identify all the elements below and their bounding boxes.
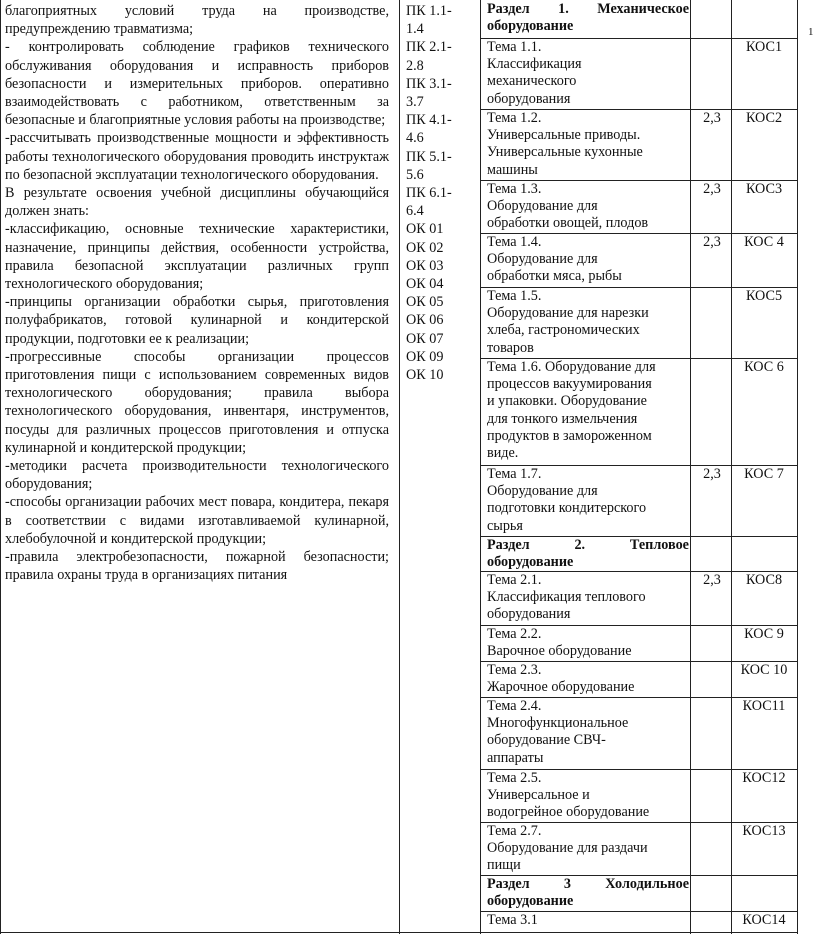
topic-line: Тема 1.2. bbox=[487, 110, 542, 126]
topic-cell bbox=[487, 181, 689, 233]
code-line: ОК 01 bbox=[406, 221, 444, 238]
kos-cell: КОС14 bbox=[742, 912, 786, 928]
code-line: ПК 2.1- bbox=[406, 39, 452, 56]
topic-cell bbox=[487, 662, 689, 696]
kos-cell: КОС13 bbox=[742, 823, 786, 839]
code-line: ПК 6.1- bbox=[406, 185, 452, 202]
topic-line: Тема 1.5. bbox=[487, 288, 542, 304]
paragraph: -правила электробезопасности, пожарной безопасности; правила охраны труда в организациях питания bbox=[5, 549, 389, 584]
topic-line: Тема 2.4. bbox=[487, 698, 542, 714]
topic-cell bbox=[487, 572, 689, 624]
level-cell: 2,3 bbox=[703, 110, 721, 126]
topic-line: Жарочное оборудование bbox=[487, 679, 635, 696]
topic-line: Варочное оборудование bbox=[487, 643, 632, 660]
paragraph: -классификацию, основные технические характеристики, назначение, принципы действия, особенности устройства, правила безопасной эксплуатации различных групп технологического оборудования; bbox=[5, 221, 389, 293]
topic-cell bbox=[487, 110, 689, 179]
topic-line: Тема 1.4. bbox=[487, 234, 542, 250]
level-cell: 2,3 bbox=[703, 466, 721, 482]
topic-line: хлеба, гастрономических bbox=[487, 322, 640, 339]
kos-cell: КОС2 bbox=[745, 110, 783, 126]
code-line: ПК 4.1- bbox=[406, 112, 452, 129]
code-line: 5.6 bbox=[406, 166, 424, 183]
topic-line: Универсальное и bbox=[487, 787, 590, 804]
kos-cell: КОС3 bbox=[745, 181, 783, 197]
topic-line: Раздел 1. Механическое bbox=[487, 1, 689, 17]
topic-line: оборудование bbox=[487, 893, 574, 910]
topic-line: Оборудование для bbox=[487, 251, 598, 268]
paragraph: -методики расчета производительности технологического оборудования; bbox=[5, 458, 389, 493]
topic-line: оборудование СВЧ- bbox=[487, 732, 606, 749]
topic-line: Классификация bbox=[487, 56, 582, 73]
topic-line: оборудование bbox=[487, 18, 574, 35]
topic-line: Тема 2.1. bbox=[487, 572, 542, 588]
topic-line: оборудования bbox=[487, 606, 571, 623]
topic-line: процессов вакуумирования bbox=[487, 376, 652, 393]
topic-line: оборудования bbox=[487, 90, 571, 107]
paragraph: - контролировать соблюдение графиков технического обслуживания оборудования и исправность приборов безопасности и измерительных приборов. оперативно взаимодействовать с работником, ответственным за безопасные и благоприятные условия работы на производстве; bbox=[5, 39, 389, 129]
code-line: 1.4 bbox=[406, 21, 424, 38]
topic-line: продуктов в замороженном bbox=[487, 427, 652, 444]
table-border-col5 bbox=[731, 0, 732, 934]
topic-line: Тема 1.6. Оборудование для bbox=[487, 359, 656, 375]
code-line: ПК 5.1- bbox=[406, 148, 452, 165]
topic-line: механического bbox=[487, 73, 577, 90]
topic-line: Тема 1.1. bbox=[487, 39, 542, 55]
code-line: ОК 07 bbox=[406, 330, 444, 347]
topic-line: Тема 1.3. bbox=[487, 181, 542, 197]
topic-line: Раздел 3 Холодильное bbox=[487, 876, 689, 892]
topic-line: оборудование bbox=[487, 554, 574, 571]
topic-cell bbox=[487, 698, 689, 767]
topic-line: Оборудование для нарезки bbox=[487, 305, 649, 322]
topic-line: Универсальные приводы. bbox=[487, 127, 641, 144]
topic-line: Тема 3.1 bbox=[487, 912, 538, 928]
competencies-text bbox=[5, 2, 389, 585]
kos-cell: КОС12 bbox=[742, 770, 786, 786]
code-line: 4.6 bbox=[406, 130, 424, 147]
code-line: ПК 3.1- bbox=[406, 75, 452, 92]
code-line: ОК 10 bbox=[406, 367, 444, 384]
code-line: ОК 09 bbox=[406, 348, 444, 365]
topic-line: Оборудование для bbox=[487, 483, 598, 500]
code-line: 3.7 bbox=[406, 94, 424, 111]
code-line: ОК 04 bbox=[406, 276, 444, 293]
kos-cell: КОС 4 bbox=[744, 234, 784, 250]
kos-cell: КОС5 bbox=[745, 288, 783, 304]
section-heading bbox=[487, 876, 689, 910]
code-line: ОК 06 bbox=[406, 312, 444, 329]
kos-cell: КОС 10 bbox=[740, 662, 788, 678]
kos-cell: КОС 7 bbox=[744, 466, 784, 482]
paragraph: -рассчитывать производственные мощности и эффективность работы технологического оборудования проводить инструктаж по безопасной эксплуатации технологического оборудования. bbox=[5, 130, 389, 183]
topic-line: Тема 2.2. bbox=[487, 626, 542, 642]
code-line: 6.4 bbox=[406, 203, 424, 220]
topic-cell bbox=[487, 466, 689, 535]
kos-cell: КОС 9 bbox=[744, 626, 784, 642]
topic-line: водогрейное оборудование bbox=[487, 804, 650, 821]
section-heading bbox=[487, 1, 689, 35]
code-line: 2.8 bbox=[406, 57, 424, 74]
topic-line: пищи bbox=[487, 857, 521, 874]
topic-line: аппараты bbox=[487, 749, 544, 766]
topic-line: и упаковки. Оборудование bbox=[487, 393, 647, 410]
code-line: ОК 05 bbox=[406, 294, 444, 311]
competency-codes bbox=[406, 2, 476, 384]
topic-line: сырья bbox=[487, 517, 523, 534]
paragraph: благоприятных условий труда на производстве, предупреждению травматизма; bbox=[5, 3, 389, 38]
topic-line: подготовки кондитерского bbox=[487, 500, 647, 517]
topic-line: Многофункциональное bbox=[487, 715, 629, 732]
topic-line: Тема 2.7. bbox=[487, 823, 542, 839]
topic-cell bbox=[487, 823, 689, 875]
topic-line: Классификация теплового bbox=[487, 589, 646, 606]
kos-cell: КОС8 bbox=[745, 572, 783, 588]
level-cell: 2,3 bbox=[703, 234, 721, 250]
level-cell: 2,3 bbox=[703, 181, 721, 197]
topic-cell bbox=[487, 359, 689, 462]
topic-line: обработки овощей, плодов bbox=[487, 215, 649, 232]
topic-line: Тема 1.7. bbox=[487, 466, 542, 482]
corner-mark: 1 bbox=[808, 26, 814, 38]
code-line: ОК 03 bbox=[406, 257, 444, 274]
topic-line: товаров bbox=[487, 339, 534, 356]
code-line: ПК 1.1- bbox=[406, 3, 452, 19]
topic-cell bbox=[487, 234, 689, 286]
level-cell: 2,3 bbox=[703, 572, 721, 588]
topic-line: Универсальные кухонные bbox=[487, 144, 643, 161]
table-border-left bbox=[0, 0, 1, 934]
table-border-col2 bbox=[399, 0, 400, 934]
topic-line: Тема 2.5. bbox=[487, 770, 542, 786]
topic-cell bbox=[487, 39, 689, 108]
section-heading bbox=[487, 537, 689, 571]
paragraph: -способы организации рабочих мест повара, кондитера, пекаря в соответствии с видами изготавливаемой кулинарной, хлебобулочной и кондитерской продукции; bbox=[5, 494, 389, 547]
topic-line: машины bbox=[487, 161, 538, 178]
topic-cell bbox=[487, 288, 689, 357]
topic-line: Оборудование для раздачи bbox=[487, 840, 648, 857]
topic-cell bbox=[487, 626, 689, 660]
paragraph: В результате освоения учебной дисциплины обучающийся должен знать: bbox=[5, 185, 389, 220]
topic-line: для тонкого измельчения bbox=[487, 410, 638, 427]
kos-cell: КОС1 bbox=[745, 39, 783, 55]
topic-line: виде. bbox=[487, 445, 519, 462]
topic-line: Тема 2.3. bbox=[487, 662, 542, 678]
topic-cell bbox=[487, 912, 689, 929]
topic-line: обработки мяса, рыбы bbox=[487, 268, 622, 285]
code-line: ОК 02 bbox=[406, 239, 444, 256]
topic-cell bbox=[487, 770, 689, 822]
paragraph: -принципы организации обработки сырья, приготовления полуфабрикатов, готовой кулинарной и кондитерской продукции, подготовки ее к реализации; bbox=[5, 294, 389, 347]
topic-line: Оборудование для bbox=[487, 198, 598, 215]
table-border-right bbox=[797, 0, 798, 934]
table-border-col4 bbox=[690, 0, 691, 934]
topic-line: Раздел 2. Тепловое bbox=[487, 537, 689, 553]
table-bottom-border bbox=[0, 932, 798, 933]
kos-cell: КОС11 bbox=[742, 698, 786, 714]
table-border-col3 bbox=[480, 0, 481, 934]
kos-cell: КОС 6 bbox=[744, 359, 784, 375]
paragraph: -прогрессивные способы организации процессов приготовления пищи с использованием современных видов технологического оборудования; правила выбора технологического оборудования, инвентаря, инструментов, посуды для различных процессов приготовления и отпуска кулинарной и кондитерской продукции; bbox=[5, 348, 389, 456]
